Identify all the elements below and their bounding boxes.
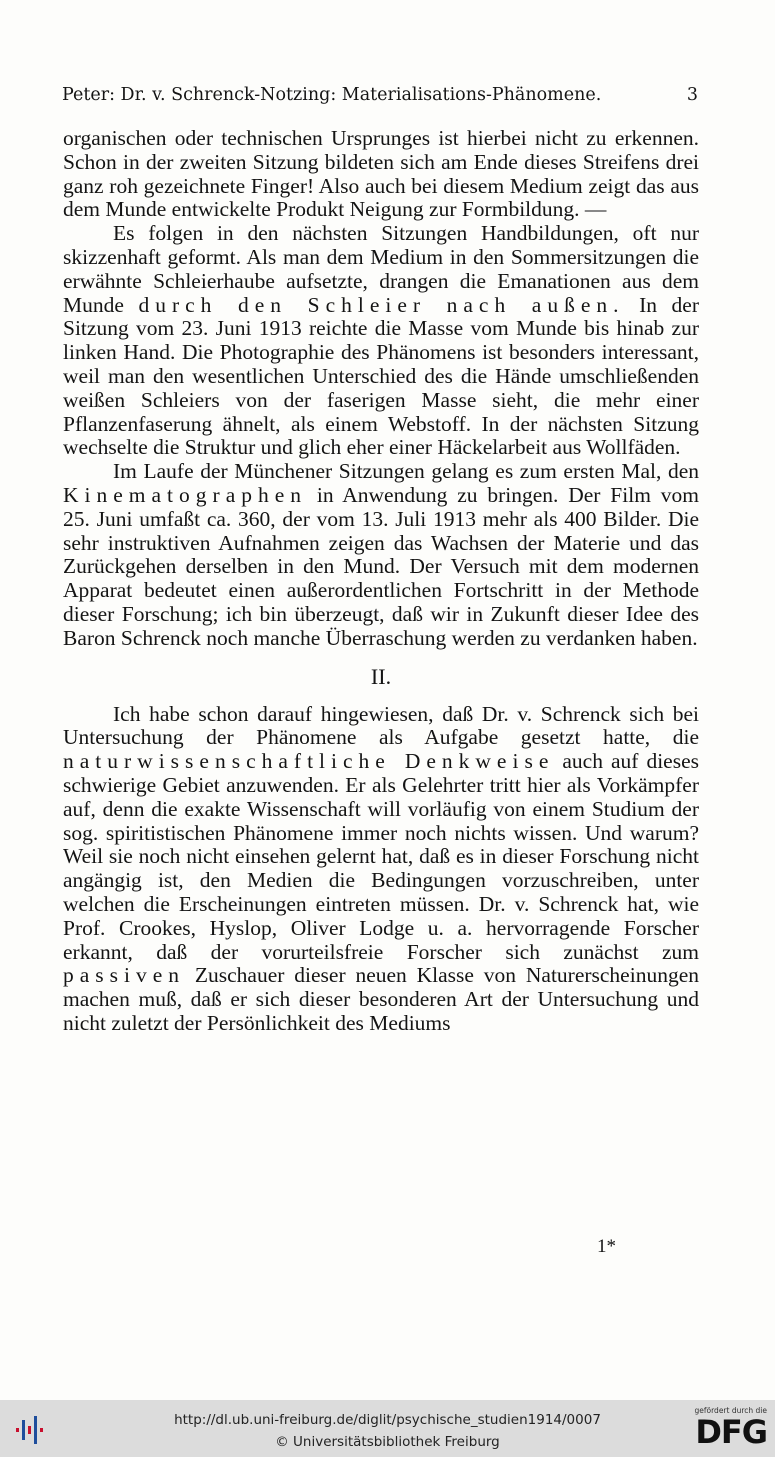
paragraph-1: organischen oder technischen Ursprunges ist hierbei nicht zu erkennen. Schon in der zweiten Sitzung bildeten sich am Ende dieses Streifens drei ganz roh gezeichnete Finger! Also auch bei diesem Medium zeigt das aus dem Munde entwickelte Produkt Neigung zur Formbildung. — — [63, 126, 699, 222]
running-header — [62, 84, 698, 106]
paragraph-4: Ich habe schon darauf hingewiesen, daß Dr. v. Schrenck sich bei Untersuchung der Phänomene als Aufgabe gesetzt hatte, die naturwissenschaftliche Denkweise auch auf dieses schwierige Gebiet anzuwenden. Er als Gelehrter tritt hier als Vorkämpfer auf, denn die exakte Wissenschaft will vorläufig von einem Studium der sog. spiritistischen Phänomene immer noch nichts wissen. Und warum? Weil sie noch nicht einsehen gelernt hat, daß es in dieser Forschung nicht angängig ist, den Medien die Bedingungen vorzuschreiben, unter welchen die Erscheinungen eintreten müssen. Dr. v. Schrenck hat, wie Prof. Crookes, Hyslop, Oliver Lodge u. a. hervorragende Forscher erkannt, daß der vorurteilsfreie Forscher sich zunächst zum passiven Zuschauer dieser neuen Klasse von Naturerscheinungen machen muß, daß er sich dieser besonderen Art der Untersuchung und nicht zuletzt der Persönlichkeit des Mediums — [63, 701, 699, 1035]
dfg-wordmark: DFG — [695, 1413, 767, 1451]
signature-mark: 1* — [597, 1236, 616, 1257]
viewer-footer — [0, 1400, 775, 1457]
dfg-caption: gefördert durch die — [694, 1406, 767, 1415]
copyright-notice: © Universitätsbibliothek Freiburg — [275, 1434, 500, 1450]
section-heading: II. — [370, 663, 392, 689]
spaced-emphasis: Kinematographen — [63, 482, 308, 507]
running-title: Peter: Dr. v. Schrenck-Notzing: Materialisations-Phänomene. — [62, 85, 602, 105]
spaced-emphasis: naturwissenschaftliche Denkweise — [63, 749, 555, 774]
spaced-emphasis: durch den Schleier nach außen. — [138, 292, 625, 317]
spaced-emphasis: passiven — [63, 963, 186, 988]
paragraph-3: Im Laufe der Münchener Sitzungen gelang es zum ersten Mal, den Kinematographen in Anwendung zu bringen. Der Film vom 25. Juni umfaßt ca. 360, der vom 13. Juli 1913 mehr als 400 Bilder. Die sehr instruktiven Aufnahmen zeigen das Wachsen der Materie und das Zurückgehen derselben in den Mund. Der Versuch mit dem modernen Apparat bedeutet einen außerordentlichen Fortschritt in der Methode dieser Forschung; ich bin überzeugt, daß wir in Zukunft dieser Idee des Baron Schrenck noch manche Überraschung werden zu verdanken haben. — [63, 459, 699, 650]
dfg-logo — [685, 1406, 767, 1452]
page-number: 3 — [686, 85, 698, 105]
page-body — [63, 127, 699, 1036]
paragraph-2: Es folgen in den nächsten Sitzungen Handbildungen, oft nur skizzenhaft geformt. Als man dem Medium in den Sommersitzungen die erwähnte Schleierhaube aufsetzte, drangen die Emanationen aus dem Munde durch den Schleier nach außen. In der Sitzung vom 23. Juni 1913 reichte die Masse vom Munde bis hinab zur linken Hand. Die Photographie des Phänomens ist besonders interessant, weil man den wesentlichen Unterschied des die Hände umschließenden weißen Schleiers von der faserigen Masse sieht, die mehr einer Pflanzenfaserung ähnelt, als einem Webstoff. In der nächsten Sitzung wechselte die Struktur und glich eher einer Häckelarbeit aus Wollfäden. — [63, 221, 699, 460]
source-link[interactable]: http://dl.ub.uni-freiburg.de/diglit/psychische_studien1914/0007 — [174, 1412, 601, 1428]
